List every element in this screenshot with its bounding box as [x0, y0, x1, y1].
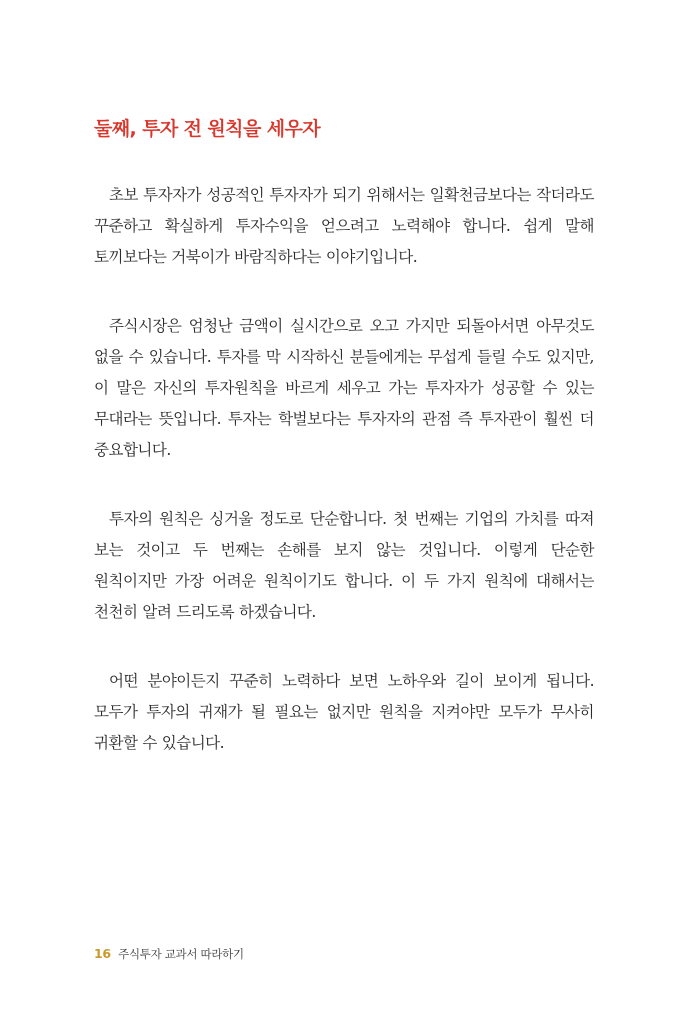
page-number: 16 — [94, 946, 111, 961]
section-heading: 둘째, 투자 전 원칙을 세우자 — [94, 118, 320, 140]
paragraph-2: 주식시장은 엄청난 금액이 실시간으로 오고 가지만 되돌아서면 아무것도 없을 수 있습니다. 투자를 막 시작하신 분들에게는 무섭게 들릴 수도 있지만, 이 말은 자신의 투자원칙을 바르게 세우고 가는 투자자가 성공할 수 있는 무대라는 뜻입니다. 투자는 학벌보다는 투자자의 관점 즉 투자관이 훨씬 더 중요합니다. — [94, 317, 594, 459]
book-title: 주식투자 교과서 따라하기 — [118, 947, 244, 961]
paragraph-4: 어떤 분야이든지 꾸준히 노력하다 보면 노하우와 길이 보이게 됩니다. 모두가 투자의 귀재가 될 필요는 없지만 원칙을 지켜야만 모두가 무사히 귀환할 수 있습니다. — [94, 672, 594, 752]
page-footer — [94, 946, 244, 962]
paragraph-3: 투자의 원칙은 싱거울 정도로 단순합니다. 첫 번째는 기업의 가치를 따져 보는 것이고 두 번째는 손해를 보지 않는 것입니다. 이렇게 단순한 원칙이지만 가장 어려운 원칙이기도 합니다. 이 두 가지 원칙에 대해서는 천천히 알려 드리도록 하겠습니다. — [94, 510, 594, 621]
paragraph-1: 초보 투자자가 성공적인 투자자가 되기 위해서는 일확천금보다는 작더라도 꾸준하고 확실하게 투자수익을 얻으려고 노력해야 합니다. 쉽게 말해 토끼보다는 거북이가 바람직하다는 이야기입니다. — [94, 186, 594, 266]
body-text — [94, 180, 594, 797]
